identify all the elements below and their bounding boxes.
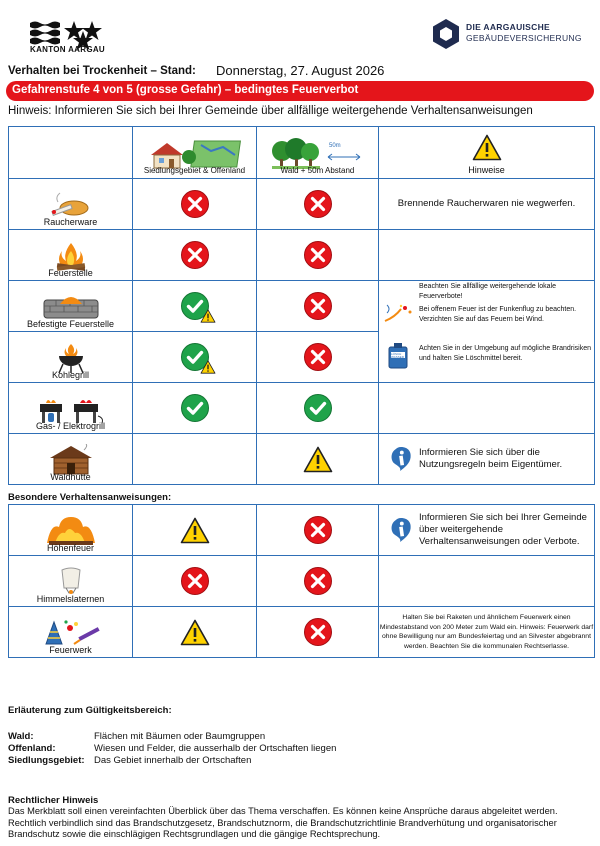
explanation-title: Erläuterung zum Gültigkeitsbereich: xyxy=(8,705,172,716)
forbidden-icon xyxy=(180,240,210,270)
status-cell xyxy=(257,383,379,434)
table-row xyxy=(9,179,595,230)
row-label: Kohlegrill xyxy=(51,370,90,380)
status-cell xyxy=(133,607,257,658)
status-date: Donnerstag, 27. August 2026 xyxy=(216,63,385,78)
definition-open-land: Offenland: Wiesen und Felder, die ausserhalb der Ortschaften liegen xyxy=(8,743,337,754)
row-label: Waldhütte xyxy=(50,472,91,482)
warning-icon xyxy=(200,309,216,323)
status-cell xyxy=(133,383,257,434)
danger-level-text: Gefahrenstufe 4 von 5 (grosse Gefahr) – bedingtes Feuerverbot xyxy=(12,84,359,96)
warning-icon xyxy=(200,360,216,374)
note-text: Informieren Sie sich bei Ihrer Gemeinde über weitergehende Verhaltensanweisungen oder Verbote. xyxy=(419,512,587,547)
row-label: Feuerwerk xyxy=(49,645,92,655)
page-title: Verhalten bei Trockenheit – Stand: xyxy=(8,65,196,77)
row-label-cell xyxy=(9,556,133,607)
note-cell xyxy=(379,556,595,607)
merged-note-text-3: Achten Sie in der Umgebung auf mögliche Brandrisiken und halten Sie Löschmittel bereit. xyxy=(419,345,591,362)
table-row xyxy=(9,434,595,485)
column-label-notes: Hinweise xyxy=(468,165,505,175)
row-label-cell xyxy=(9,383,133,434)
forbidden-icon xyxy=(303,291,333,321)
allowed-caution-status xyxy=(180,342,210,372)
allowed-icon xyxy=(303,393,333,423)
status-cell xyxy=(257,179,379,230)
table-row xyxy=(9,230,595,281)
canister-label: LÖSCH WASSER xyxy=(391,352,404,359)
forbidden-icon xyxy=(303,515,333,545)
header-settlement xyxy=(133,127,257,179)
warning-icon xyxy=(472,134,502,161)
status-cell xyxy=(133,332,257,383)
status-cell xyxy=(257,505,379,556)
header-notes xyxy=(379,127,595,179)
status-cell xyxy=(133,281,257,332)
definition-settlement: Siedlungsgebiet: Das Gebiet innerhalb der Ortschaften xyxy=(8,755,252,766)
definition-forest: Wald: Flächen mit Bäumen oder Baumgruppen xyxy=(8,731,266,742)
status-cell xyxy=(257,607,379,658)
status-cell xyxy=(133,556,257,607)
table-row xyxy=(9,607,595,658)
warning-icon xyxy=(180,619,210,646)
canton-logo-text: KANTON AARGAU xyxy=(30,45,106,54)
insurance-logo-text: DIE AARGAUISCHE GEBÄUDEVERSICHERUNG xyxy=(466,22,582,43)
status-cell xyxy=(133,179,257,230)
status-cell xyxy=(133,230,257,281)
insurance-logo-icon xyxy=(432,18,460,50)
forbidden-icon xyxy=(303,342,333,372)
note-cell xyxy=(379,383,595,434)
special-section-title: Besondere Verhaltensanweisungen: xyxy=(8,492,172,503)
row-label-cell xyxy=(9,607,133,658)
sparks-icon xyxy=(383,303,413,323)
warning-icon xyxy=(180,517,210,544)
info-icon xyxy=(389,515,413,545)
table-row xyxy=(9,383,595,434)
row-label-cell xyxy=(9,179,133,230)
row-label-cell xyxy=(9,230,133,281)
status-cell-empty xyxy=(133,434,257,485)
table-row xyxy=(9,281,595,332)
row-label: Gas- / Elektrogrill xyxy=(35,421,106,431)
merged-note-cell xyxy=(379,281,595,383)
row-label: Höhenfeuer xyxy=(46,543,95,553)
warning-icon xyxy=(303,446,333,473)
status-cell xyxy=(133,505,257,556)
legal-text: Das Merkblatt soll einen vereinfachten Überblick über das Thema verschaffen. Es können keine Ansprüche daraus abgeleitet werden. Rechtlich verbindlich sind das Brandschutzgesetz, Brandschutznorm, die Brandschutzrichtlinie Brandverhütung und organisatorischer Brandschutz sowie die einschlägigen Rechtsgrundlagen und die gängige Rechtsprechung. xyxy=(8,806,558,840)
status-cell xyxy=(257,332,379,383)
table-row xyxy=(9,556,595,607)
gas-electric-grill-icon xyxy=(36,394,106,424)
row-label-cell xyxy=(9,505,133,556)
forbidden-icon xyxy=(303,240,333,270)
header-empty-cell xyxy=(9,127,133,179)
forbidden-icon xyxy=(303,566,333,596)
forbidden-icon xyxy=(180,566,210,596)
allowed-caution-status xyxy=(180,291,210,321)
row-label: Feuerstelle xyxy=(48,268,93,278)
merged-note-text-1: Beachten Sie allfällige weitergehende lokale Feuerverbote! xyxy=(419,283,556,300)
special-rules-table xyxy=(8,504,595,658)
row-label-cell xyxy=(9,332,133,383)
campfire-icon xyxy=(51,241,91,271)
column-label-forest: Wald + 50m Abstand xyxy=(280,166,355,175)
row-label-cell xyxy=(9,281,133,332)
forbidden-icon xyxy=(303,617,333,647)
status-cell xyxy=(257,556,379,607)
info-icon xyxy=(389,444,413,474)
fire-pit-icon xyxy=(40,292,102,322)
column-label-settlement: Siedlungsgebiet & Offenland xyxy=(143,166,246,175)
forbidden-icon xyxy=(180,189,210,219)
note-cell xyxy=(379,505,595,556)
row-label-cell xyxy=(9,434,133,485)
row-label: Befestigte Feuerstelle xyxy=(26,319,115,329)
row-label: Raucherware xyxy=(43,217,98,227)
forbidden-icon xyxy=(303,189,333,219)
forest-distance-label: 50m xyxy=(329,143,341,149)
note-cell xyxy=(379,434,595,485)
merged-note-text-2: Bei offenem Feuer ist der Funkenflug zu beachten. Verzichten Sie auf das Feuern bei Wind. xyxy=(419,306,577,323)
cigarette-icon xyxy=(46,190,96,220)
allowed-icon xyxy=(180,393,210,423)
note-cell: Brennende Raucherwaren nie wegwerfen. xyxy=(379,179,595,230)
legal-title: Rechtlicher Hinweis xyxy=(8,795,99,806)
note-cell xyxy=(379,230,595,281)
rules-table xyxy=(8,126,595,485)
hint-text: Hinweis: Informieren Sie sich bei Ihrer Gemeinde über allfällige weitergehende Verhaltensanweisungen xyxy=(8,105,533,117)
status-cell xyxy=(257,434,379,485)
header-forest xyxy=(257,127,379,179)
table-row xyxy=(9,505,595,556)
status-cell xyxy=(257,281,379,332)
row-label: Himmelslaternen xyxy=(36,594,105,604)
status-cell xyxy=(257,230,379,281)
note-cell: Halten Sie bei Raketen und ähnlichem Feuerwerk einen Mindestabstand von 200 Meter zum Wald ein. Hinweis: Feuerwerk darf ohne Bewilligung nur am Bundesfeiertag und an Silvester abgebrannt werden. Beachten Sie die kommunalen Rechtserlasse. xyxy=(379,607,595,658)
note-text: Informieren Sie sich über die Nutzungsregeln beim Eigentümer. xyxy=(419,447,563,470)
table-header-row xyxy=(9,127,595,179)
fireworks-icon xyxy=(36,618,106,648)
